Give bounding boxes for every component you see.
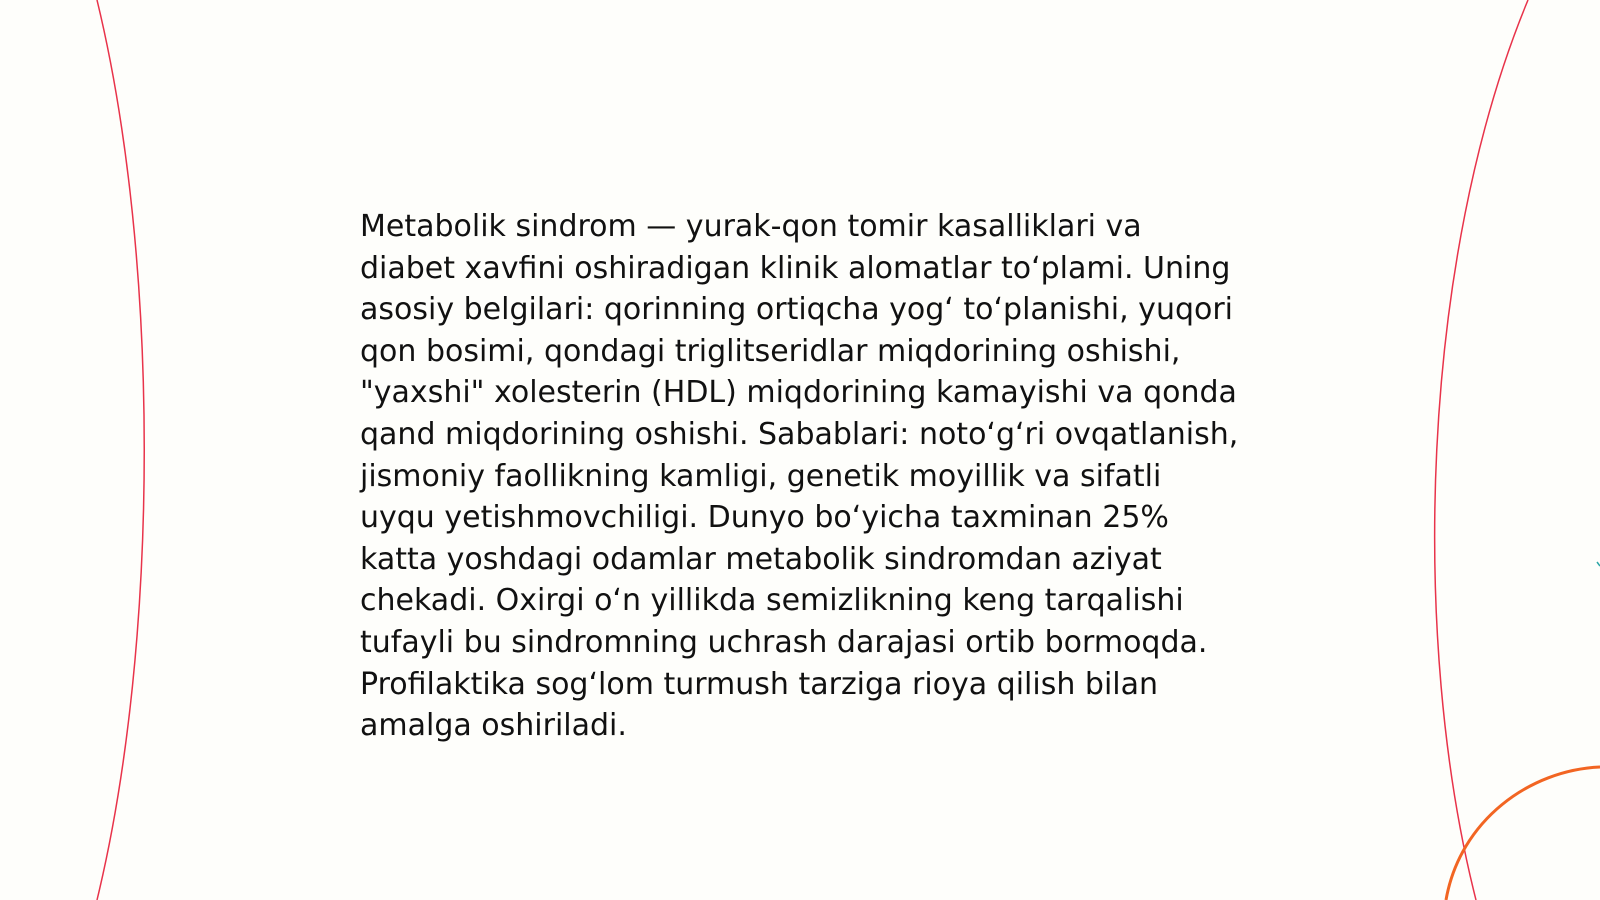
- right-orange-arc: [1446, 767, 1600, 900]
- right-curve: [1435, 0, 1528, 900]
- left-curve: [97, 0, 144, 900]
- slide-body-text: Metabolik sindrom — yurak-qon tomir kasalliklari va diabet xavfini oshiradigan klinik alomatlar to‘plami. Uning asosiy belgilari: qorinning ortiqcha yog‘ to‘planishi, yuqori qon bosimi, qondagi triglitseridlar miqdorining oshishi, "yaxshi" xolesterin (HDL) miqdorining kamayishi va qonda qand miqdorining oshishi. Sabablari: noto‘g‘ri ovqatlanish, jismoniy faollikning kamligi, genetik moyillik va sifatli uyqu yetishmovchiligi. Dunyo bo‘yicha taxminan 25% katta yoshdagi odamlar metabolik sindromdan aziyat chekadi. Oxirgi o‘n yillikda semizlikning keng tarqalishi tufayli bu sindromning uchrash darajasi ortib bormoqda. Profilaktika sog‘lom turmush tarziga rioya qilish bilan amalga oshiriladi.: [360, 209, 1239, 744]
